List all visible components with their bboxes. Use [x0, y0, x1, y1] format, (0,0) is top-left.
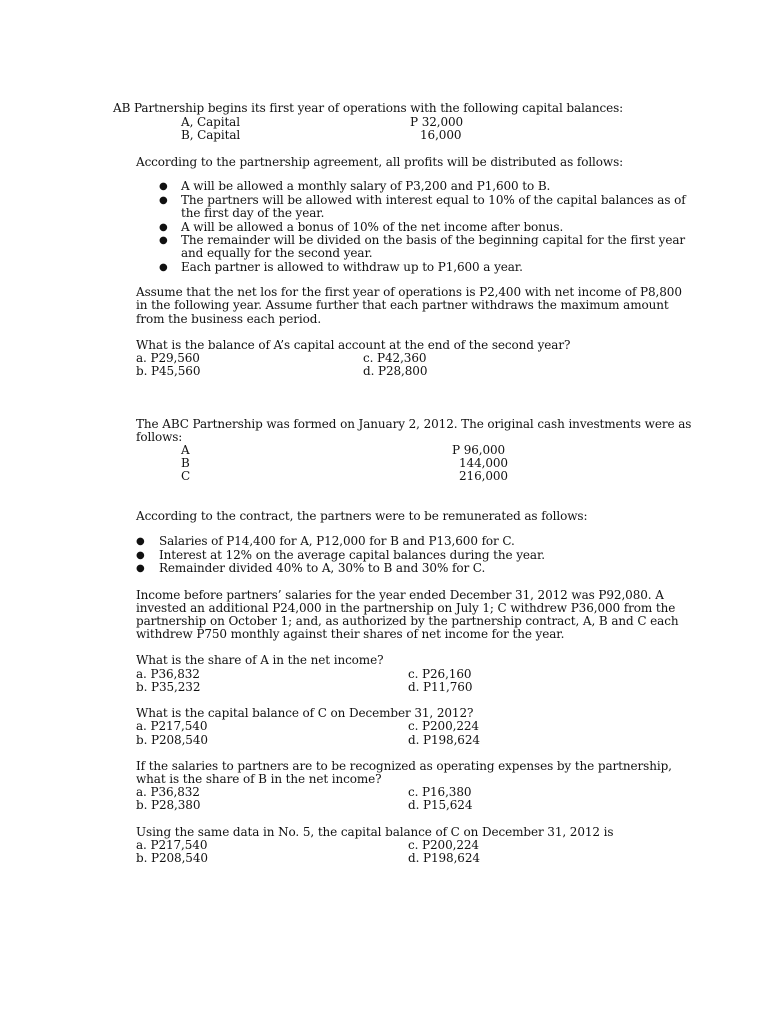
choice-c: c. P42,360 [363, 351, 427, 365]
choice-b: b. P208,540 [136, 851, 208, 865]
problem1-intro: AB Partnership begins its first year of operations with the following capital balances: [113, 101, 624, 115]
income-line: partnership on October 1; and, as authorized by the partnership contract, A, B and C each [136, 614, 679, 628]
p2-bullet-line: Interest at 12% on the average capital balances during the year. [159, 548, 545, 562]
p1-bullet-line: The remainder will be divided on the basis of the beginning capital for the first year [181, 233, 686, 247]
choice-b: b. P208,540 [136, 733, 208, 747]
capital-amount-b: 16,000 [420, 128, 462, 142]
assume-line: Assume that the net los for the first year of operations is P2,400 with net income of P8,800 [136, 285, 682, 299]
p1-bullet-line: the first day of the year. [181, 206, 325, 220]
income-line: withdrew P750 monthly against their shares of net income for the year. [136, 627, 565, 641]
investment-amount: P 96,000 [452, 443, 506, 457]
choice-a: a. P217,540 [136, 719, 208, 733]
investment-amount: 216,000 [459, 469, 508, 483]
investment-amount: 144,000 [459, 456, 508, 470]
choice-d: d. P11,760 [408, 680, 473, 694]
assume-line: in the following year. Assume further that each partner withdraws the maximum amount [136, 298, 669, 312]
p1-bullet-line: A will be allowed a monthly salary of P3,200 and P1,600 to B. [181, 179, 551, 193]
p1-bullet-line: and equally for the second year. [181, 246, 373, 260]
capital-label-a: A, Capital [181, 115, 240, 129]
choice-c: c. P26,160 [408, 667, 472, 681]
choice-a: a. P29,560 [136, 351, 200, 365]
income-line: Income before partners’ salaries for the year ended December 31, 2012 was P92,080. A [136, 588, 664, 602]
question-text: what is the share of B in the net income? [136, 772, 382, 786]
bullet-icon: ● [159, 195, 168, 206]
question-text: What is the capital balance of C on December 31, 2012? [136, 706, 474, 720]
question-text: Using the same data in No. 5, the capital balance of C on December 31, 2012 is [136, 825, 614, 839]
bullet-icon: ● [136, 536, 145, 547]
choice-c: c. P200,224 [408, 838, 479, 852]
capital-label-b: B, Capital [181, 128, 241, 142]
choice-a: a. P217,540 [136, 838, 208, 852]
choice-a: a. P36,832 [136, 785, 200, 799]
assume-line: from the business each period. [136, 312, 322, 326]
contract-intro: According to the contract, the partners were to be remunerated as follows: [136, 509, 588, 523]
investment-partner: A [181, 443, 190, 457]
bullet-icon: ● [159, 222, 168, 233]
bullet-icon: ● [136, 563, 145, 574]
p2-bullet-line: Remainder divided 40% to A, 30% to B and 30% for C. [159, 561, 486, 575]
choice-d: d. P28,800 [363, 364, 428, 378]
bullet-icon: ● [159, 181, 168, 192]
question-text: If the salaries to partners are to be recognized as operating expenses by the partnership, [136, 759, 672, 773]
problem2-intro-line: follows: [136, 430, 183, 444]
choice-b: b. P35,232 [136, 680, 201, 694]
choice-b: b. P28,380 [136, 798, 201, 812]
p2-bullet-line: Salaries of P14,400 for A, P12,000 for B and P13,600 for C. [159, 534, 515, 548]
question-text: What is the balance of A’s capital account at the end of the second year? [136, 338, 571, 352]
investment-partner: B [181, 456, 190, 470]
investment-partner: C [181, 469, 191, 483]
p1-bullet-line: Each partner is allowed to withdraw up to P1,600 a year. [181, 260, 523, 274]
choice-c: c. P16,380 [408, 785, 472, 799]
capital-amount-a: P 32,000 [410, 115, 464, 129]
choice-d: d. P198,624 [408, 733, 480, 747]
bullet-icon: ● [159, 262, 168, 273]
income-line: invested an additional P24,000 in the partnership on July 1; C withdrew P36,000 from the [136, 601, 676, 615]
agreement-intro: According to the partnership agreement, all profits will be distributed as follows: [136, 155, 624, 169]
choice-b: b. P45,560 [136, 364, 201, 378]
bullet-icon: ● [159, 235, 168, 246]
problem2-intro-line: The ABC Partnership was formed on January 2, 2012. The original cash investments were as [136, 417, 692, 431]
choice-c: c. P200,224 [408, 719, 479, 733]
choice-d: d. P198,624 [408, 851, 480, 865]
choice-d: d. P15,624 [408, 798, 473, 812]
p1-bullet-line: The partners will be allowed with interest equal to 10% of the capital balances as of [181, 193, 686, 207]
question-text: What is the share of A in the net income? [136, 653, 384, 667]
choice-a: a. P36,832 [136, 667, 200, 681]
bullet-icon: ● [136, 550, 145, 561]
p1-bullet-line: A will be allowed a bonus of 10% of the net income after bonus. [181, 220, 564, 234]
